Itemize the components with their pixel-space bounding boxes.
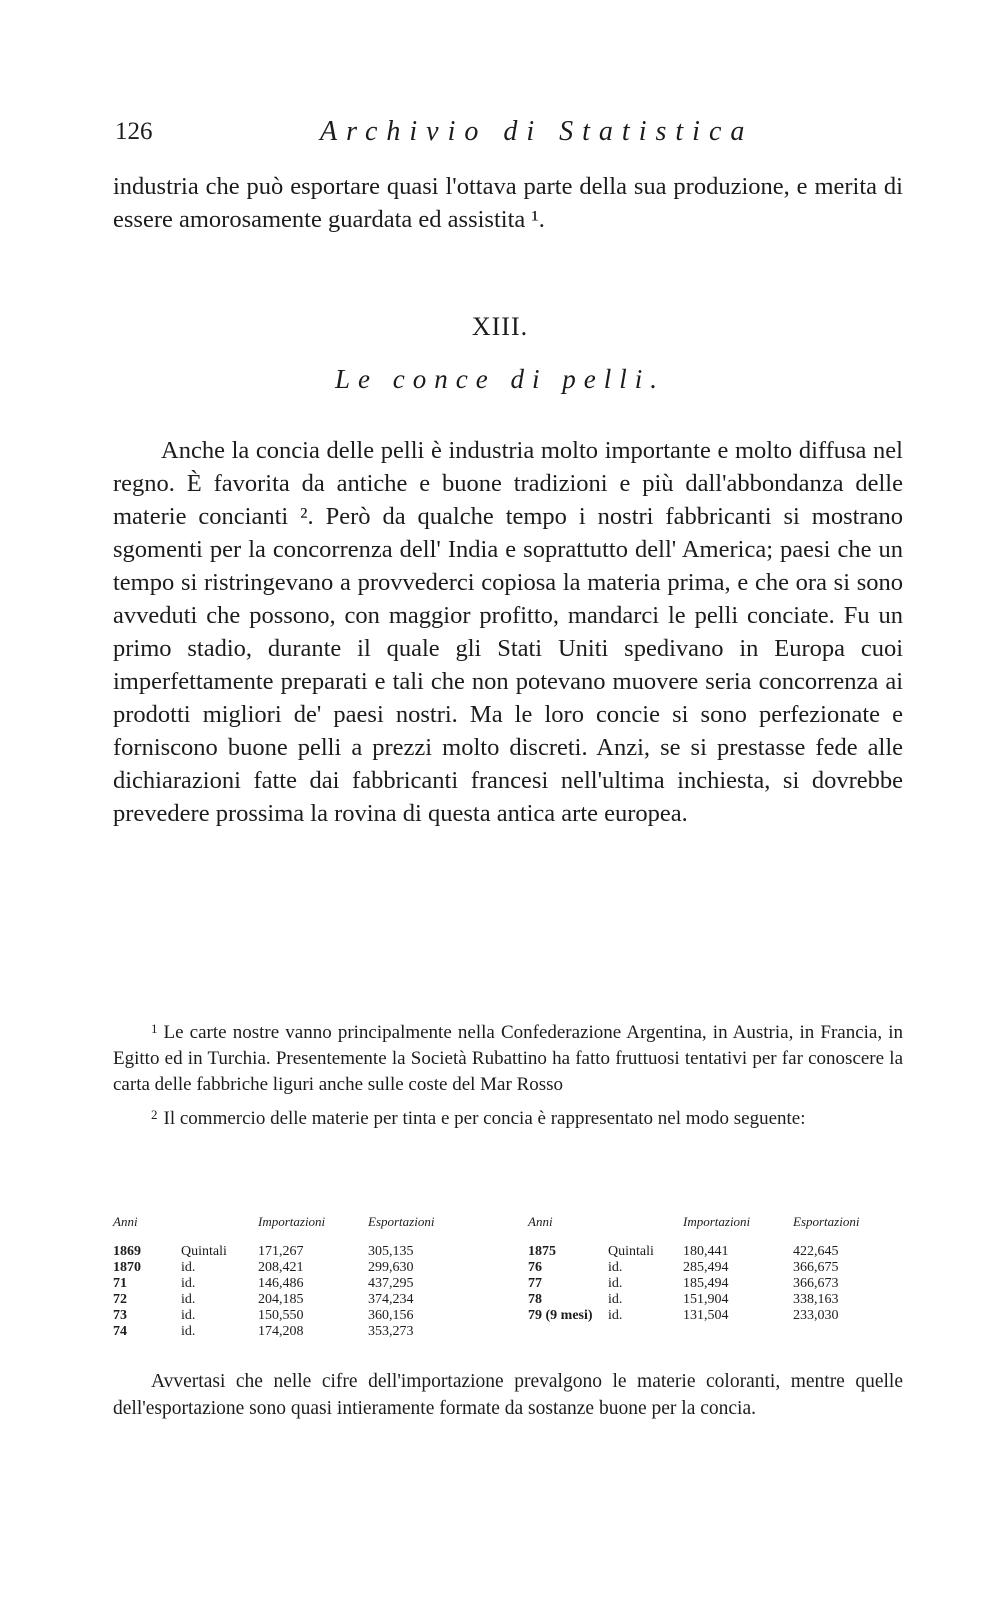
cell-unit: id.: [608, 1292, 623, 1307]
cell-import: 208,421: [258, 1260, 304, 1275]
cell-unit: Quintali: [608, 1244, 654, 1259]
cell-export: 299,630: [368, 1260, 414, 1275]
table-row: [113, 1308, 503, 1324]
cell-export: 338,163: [793, 1292, 839, 1307]
cell-unit: id.: [608, 1276, 623, 1291]
cell-unit: id.: [181, 1292, 196, 1307]
page-number: 126: [115, 118, 153, 145]
footnote-text: Le carte nostre vanno principalmente nella Confederazione Argentina, in Austria, in Francia, in Egitto ed in Turchia. Presentemente la Società Rubattino ha fatto fruttuosi tentativi per far conoscere la carta delle fabbriche liguri anche sulle coste del Mar Rosso: [113, 1022, 903, 1095]
table-row: [528, 1292, 918, 1308]
cell-export: 422,645: [793, 1244, 839, 1259]
section-title: Le conce di pelli.: [335, 364, 665, 394]
closing-note: Avvertasi che nelle cifre dell'importazione prevalgono le materie coloranti, mentre quelle dell'esportazione sono quasi intieramente formate da sostanze buone per la concia.: [113, 1371, 903, 1419]
cell-export: 360,156: [368, 1308, 414, 1323]
cell-export: 366,673: [793, 1276, 839, 1291]
cell-unit: id.: [181, 1308, 196, 1323]
cell-import: 146,486: [258, 1276, 304, 1291]
header-import: Importazioni: [258, 1214, 326, 1229]
trade-table-right: [528, 1214, 918, 1324]
table-header: [528, 1214, 918, 1244]
table-row: [528, 1276, 918, 1292]
table-row: [528, 1244, 918, 1260]
cell-export: 305,135: [368, 1244, 414, 1259]
footnote-1: [113, 1016, 903, 1098]
table-row: [113, 1324, 503, 1340]
table-row: [113, 1244, 503, 1260]
cell-year: 72: [113, 1292, 127, 1307]
body-paragraph: Anche la concia delle pelli è industria molto importante e molto diffusa nel regno. È favorita da antiche e buone tradizioni e più dall'abbondanza delle materie concianti ². Però da qualche tempo i nostri fabbricanti si mostrano sgomenti per la concorrenza dell' India e soprattutto dell' America; paesi che un tempo si ristringevano a provvederci copiosa la materia prima, e che ora si sono avveduti che possono, con maggior profitto, mandarci le pelli conciate. Fu un primo stadio, durante il quale gli Stati Uniti spedivano in Europa cuoi imperfettamente preparati e tali che non potevano muovere seria concorrenza ai prodotti migliori de' paesi nostri. Ma le loro concie si sono perfezionate e forniscono buone pelli a prezzi molto discreti. Anzi, se si prestasse fede alle dichiarazioni fatte dai fabbricanti francesi nell'ultima inchiesta, si dovrebbe prevedere prossima la rovina di questa antica arte europea.: [113, 437, 903, 827]
header-import: Importazioni: [683, 1214, 751, 1229]
cell-year: 1869: [113, 1244, 141, 1259]
trade-table-left: [113, 1214, 503, 1340]
header-year: Anni: [528, 1214, 553, 1229]
cell-import: 150,550: [258, 1308, 304, 1323]
table-row: [113, 1276, 503, 1292]
cell-unit: id.: [608, 1260, 623, 1275]
journal-title: Archivio di Statistica: [320, 116, 754, 147]
cell-import: 131,504: [683, 1308, 729, 1323]
cell-year: 78: [528, 1292, 542, 1307]
header-export: Esportazioni: [368, 1214, 435, 1229]
cell-export: 366,675: [793, 1260, 839, 1275]
cell-year: 71: [113, 1276, 127, 1291]
section-number: XIII.: [471, 312, 529, 341]
cell-import: 171,267: [258, 1244, 304, 1259]
cell-year: 74: [113, 1324, 127, 1339]
cell-import: 185,494: [683, 1276, 729, 1291]
cell-import: 174,208: [258, 1324, 304, 1339]
cell-unit: id.: [181, 1276, 196, 1291]
footnote-text: Il commercio delle materie per tinta e per concia è rappresentato nel modo seguente:: [163, 1108, 806, 1129]
cell-year: 1870: [113, 1260, 141, 1275]
cell-year: 1875: [528, 1244, 556, 1259]
table-row: [113, 1260, 503, 1276]
cell-unit: Quintali: [181, 1244, 227, 1259]
cell-year: 76: [528, 1260, 542, 1275]
header-export: Esportazioni: [793, 1214, 860, 1229]
footnote-2: [113, 1102, 903, 1132]
header-year: Anni: [113, 1214, 138, 1229]
cell-export: 233,030: [793, 1308, 839, 1323]
cell-import: 204,185: [258, 1292, 304, 1307]
table-header: [113, 1214, 503, 1244]
cell-unit: id.: [181, 1324, 196, 1339]
footnote-mark: 1: [151, 1021, 158, 1036]
intro-paragraph: industria che può esportare quasi l'ottava parte della sua produzione, e merita di essere amorosamente guardata ed assistita ¹.: [113, 173, 903, 233]
cell-unit: id.: [181, 1260, 196, 1275]
cell-year: 73: [113, 1308, 127, 1323]
cell-export: 353,273: [368, 1324, 414, 1339]
footnotes: [113, 1016, 903, 1136]
table-row: [113, 1292, 503, 1308]
footnote-mark: 2: [151, 1107, 158, 1122]
table-row: [528, 1308, 918, 1324]
cell-unit: id.: [608, 1308, 623, 1323]
table-row: [528, 1260, 918, 1276]
cell-export: 374,234: [368, 1292, 414, 1307]
cell-import: 151,904: [683, 1292, 729, 1307]
cell-import: 180,441: [683, 1244, 729, 1259]
running-head: [115, 112, 895, 152]
cell-year: 77: [528, 1276, 542, 1291]
cell-import: 285,494: [683, 1260, 729, 1275]
cell-export: 437,295: [368, 1276, 414, 1291]
cell-year: 79 (9 mesi): [528, 1308, 593, 1323]
